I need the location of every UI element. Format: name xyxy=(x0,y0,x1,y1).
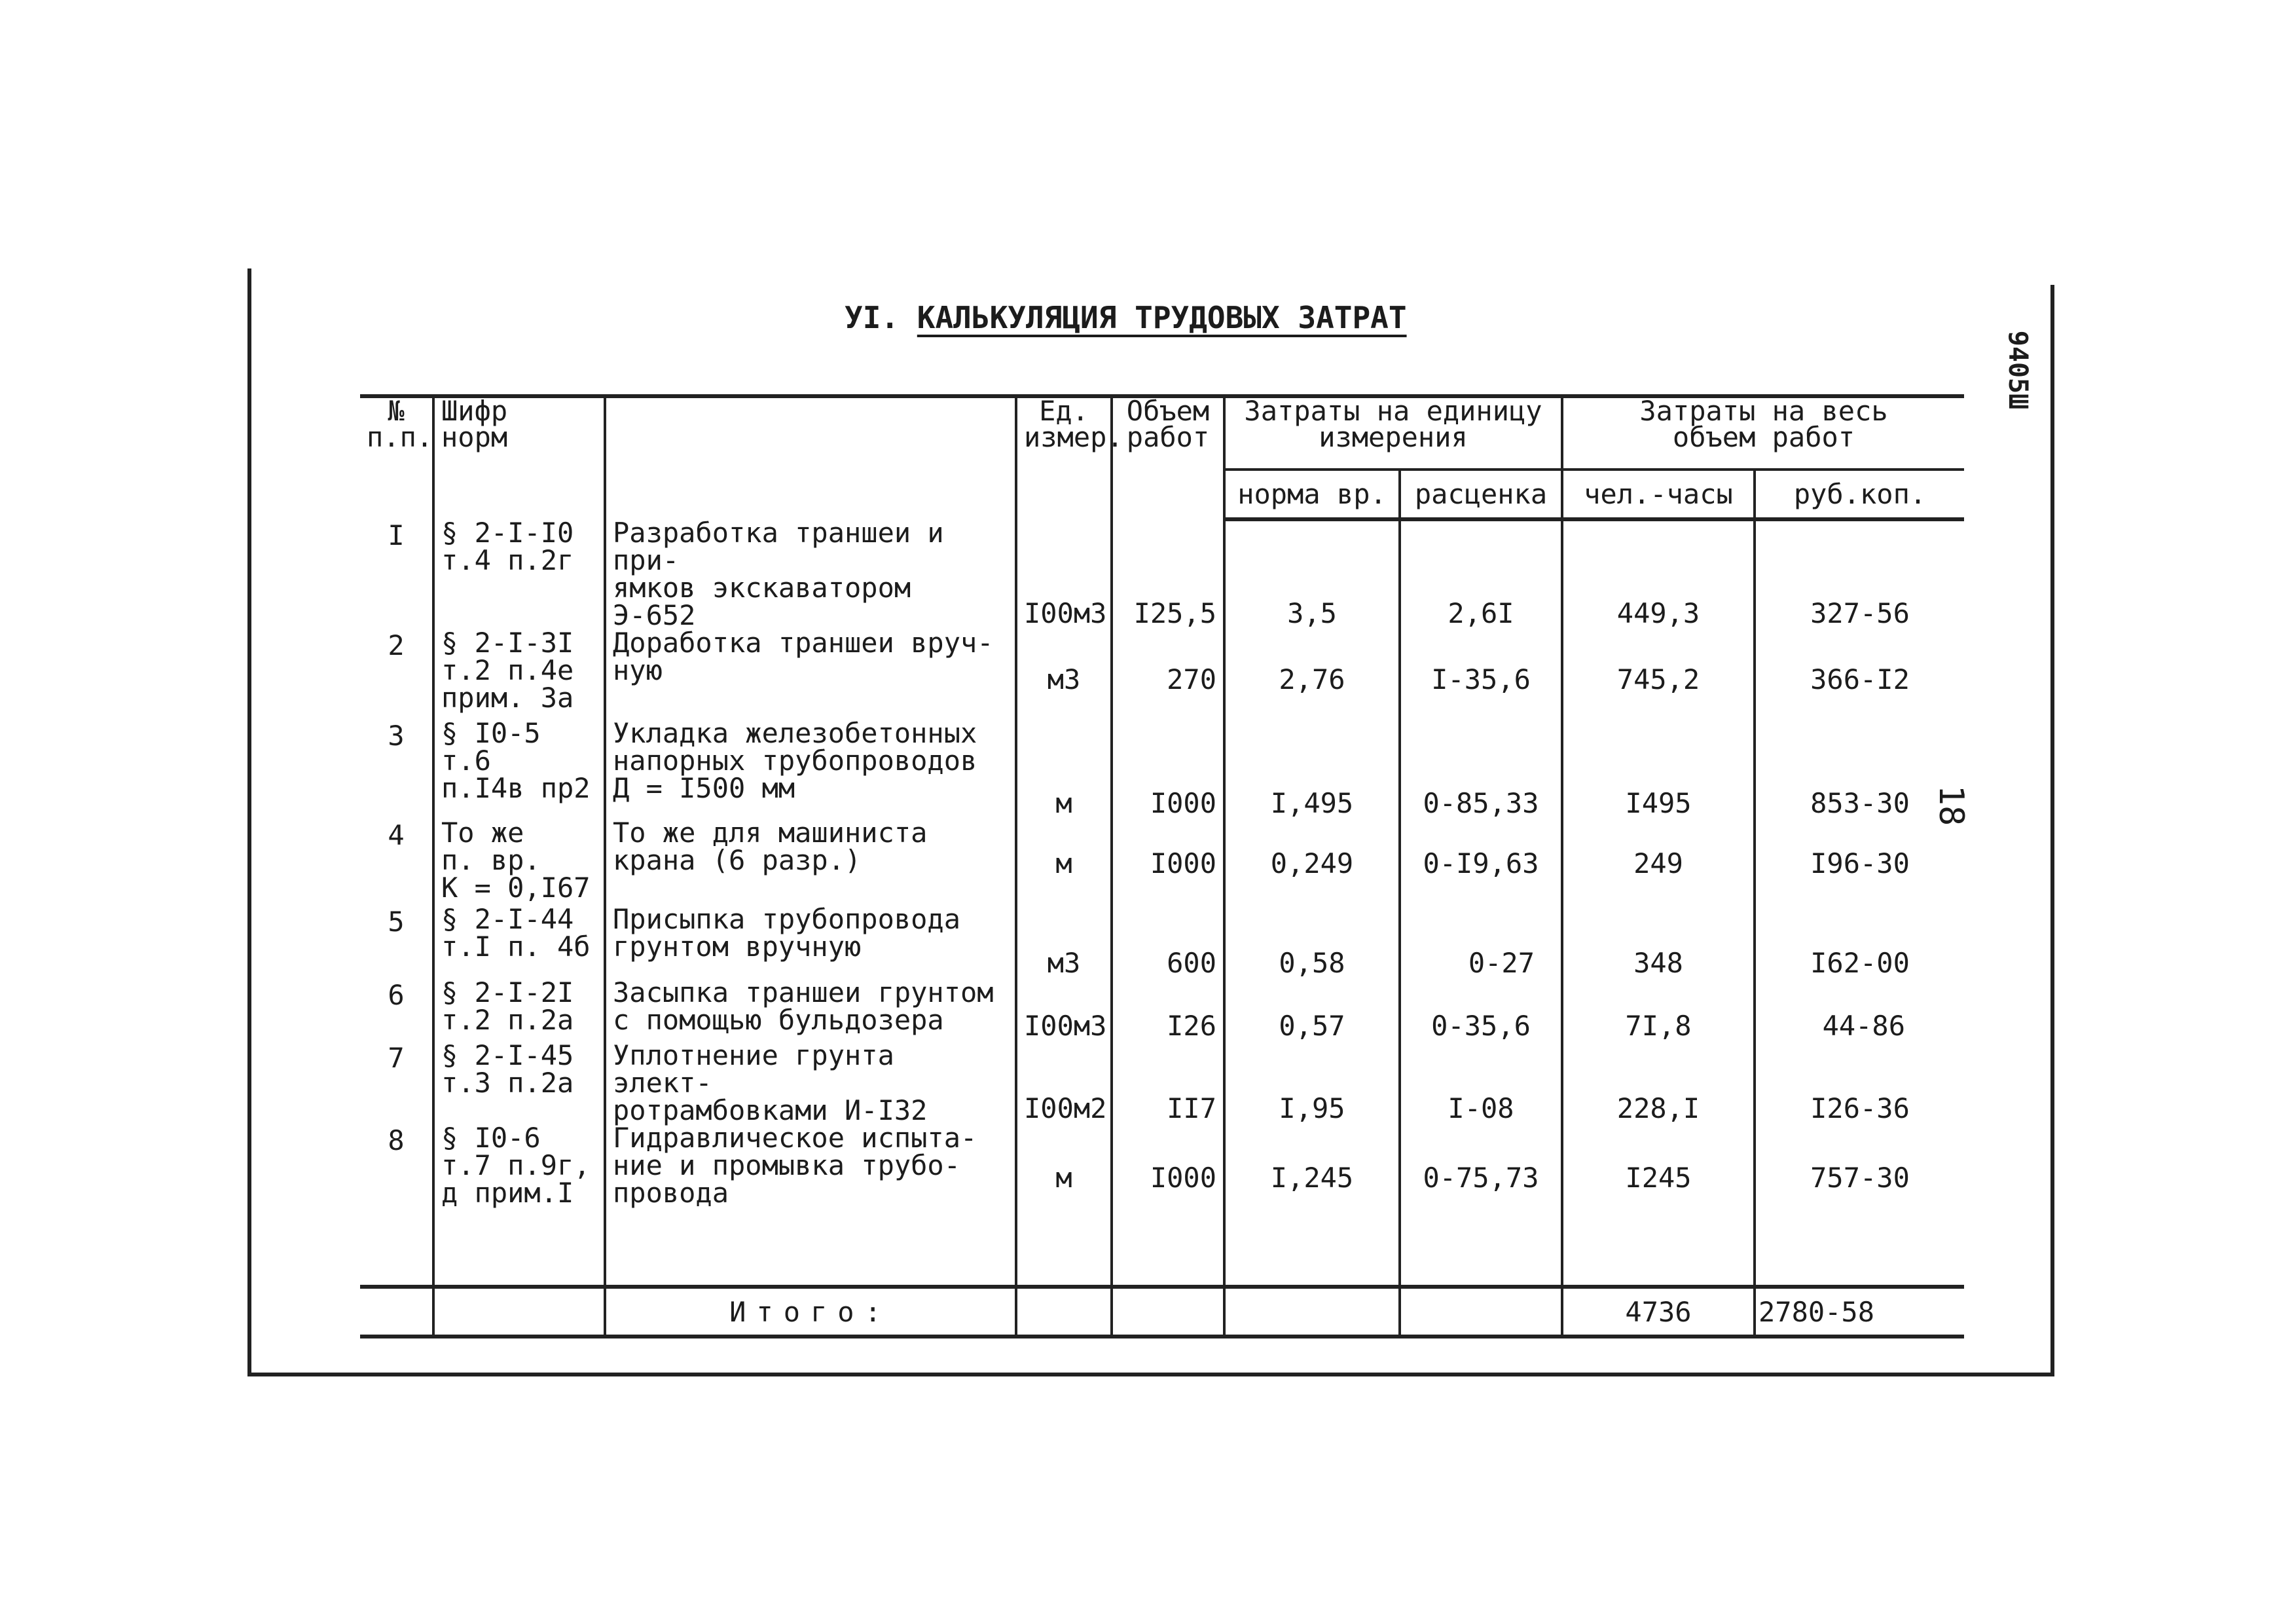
row-volume: 270 xyxy=(1112,629,1224,720)
row-code: § 2-I-2I т.2 п.2а xyxy=(433,979,605,1042)
header-man-hours: чел.-часы xyxy=(1562,470,1755,519)
row-num: 6 xyxy=(388,979,405,1011)
document-id: 9405Ш xyxy=(2003,330,2033,410)
row-code: То же п. вр. К = 0,I67 xyxy=(433,819,605,906)
row-man-hours: 745,2 xyxy=(1562,629,1755,720)
table-spacer-row xyxy=(360,1236,1964,1287)
row-man-hours: 449,3 xyxy=(1562,519,1755,629)
row-num: 4 xyxy=(388,819,405,851)
row-man-hours: 228,I xyxy=(1562,1042,1755,1124)
labor-cost-table xyxy=(360,394,1964,1338)
row-rate: 0-75,73 xyxy=(1400,1124,1562,1236)
total-empty-cell xyxy=(1112,1287,1224,1337)
row-volume: I25,5 xyxy=(1112,519,1224,629)
row-unit: I00м3 xyxy=(1016,519,1112,629)
page-frame-bottom xyxy=(247,1373,2054,1376)
row-norm-time: I,95 xyxy=(1224,1042,1400,1124)
section-number: УI. xyxy=(845,300,900,335)
header-code-text: Шифр норм xyxy=(441,395,508,453)
row-code: § I0-5 т.6 п.I4в пр2 xyxy=(433,720,605,819)
total-empty-cell xyxy=(433,1287,605,1337)
row-rate: 0-35,6 xyxy=(1400,979,1562,1042)
page-frame-left xyxy=(247,268,251,1376)
row-name: То же для машиниста крана (6 разр.) xyxy=(605,819,1016,906)
row-unit: I00м2 xyxy=(1016,1042,1112,1124)
total-empty-cell xyxy=(1400,1287,1562,1337)
row-code: § 2-I-3I т.2 п.4е прим. 3а xyxy=(433,629,605,720)
header-num xyxy=(360,396,433,519)
row-norm-time: 0,249 xyxy=(1224,819,1400,906)
header-volume-text: Объем работ xyxy=(1126,395,1210,453)
header-num-text: № п.п. xyxy=(367,395,433,453)
header-rub-kop: руб.коп. xyxy=(1755,470,1964,519)
row-norm-time: I,245 xyxy=(1224,1124,1400,1236)
row-num: 3 xyxy=(388,720,405,752)
row-code: § 2-I-44 т.I п. 4б xyxy=(433,906,605,979)
row-rate: 0-27 xyxy=(1400,906,1562,979)
table-row xyxy=(360,629,1964,720)
row-man-hours: 7I,8 xyxy=(1562,979,1755,1042)
total-empty-cell xyxy=(1016,1287,1112,1337)
row-name: Доработка траншеи вруч- ную xyxy=(605,629,1016,720)
row-rate: I-35,6 xyxy=(1400,629,1562,720)
row-code: § 2-I-45 т.3 п.2а xyxy=(433,1042,605,1124)
row-name: Укладка железобетонных напорных трубопроводов Д = I500 мм xyxy=(605,720,1016,819)
row-volume: I000 xyxy=(1112,819,1224,906)
table-row xyxy=(360,819,1964,906)
row-num: 2 xyxy=(388,629,405,661)
row-norm-time: I,495 xyxy=(1224,720,1400,819)
row-name: Гидравлическое испыта- ние и промывка трубо- провода xyxy=(605,1124,1016,1236)
row-rate: I-08 xyxy=(1400,1042,1562,1124)
row-norm-time: 3,5 xyxy=(1224,519,1400,629)
row-norm-time: 2,76 xyxy=(1224,629,1400,720)
total-label: Итого: xyxy=(605,1287,1016,1337)
row-rate: 0-I9,63 xyxy=(1400,819,1562,906)
row-unit: I00м3 xyxy=(1016,979,1112,1042)
header-unit xyxy=(1016,395,1123,519)
row-name: Уплотнение грунта элект- ротрамбовками И-I32 xyxy=(605,1042,1016,1124)
row-cost: 366-I2 xyxy=(1755,629,1964,720)
table-row xyxy=(360,906,1964,979)
section-title: КАЛЬКУЛЯЦИЯ ТРУДОВЫХ ЗАТРАТ xyxy=(917,300,1407,335)
row-cost: 853-30 xyxy=(1755,720,1964,819)
table-row xyxy=(360,1124,1964,1236)
row-cost: 327-56 xyxy=(1755,519,1964,629)
row-unit: м xyxy=(1016,1124,1112,1236)
row-volume: I26 xyxy=(1112,979,1224,1042)
page-title xyxy=(845,300,1407,335)
row-volume: II7 xyxy=(1112,1042,1224,1124)
row-norm-time: 0,58 xyxy=(1224,906,1400,979)
total-man-hours: 4736 xyxy=(1562,1287,1755,1337)
row-unit: м xyxy=(1016,819,1112,906)
row-volume: I000 xyxy=(1112,720,1224,819)
row-num: 8 xyxy=(388,1124,405,1156)
table-row xyxy=(360,519,1964,629)
row-rate: 0-85,33 xyxy=(1400,720,1562,819)
row-unit: м xyxy=(1016,720,1112,819)
header-per-total xyxy=(1562,396,1964,470)
row-name: Присыпка трубопровода грунтом вручную xyxy=(605,906,1016,979)
header-per-unit-text: Затраты на единицу измерения xyxy=(1244,395,1542,453)
total-empty-cell xyxy=(1224,1287,1400,1337)
row-man-hours: 348 xyxy=(1562,906,1755,979)
header-rate: расценка xyxy=(1400,470,1562,519)
row-man-hours: I245 xyxy=(1562,1124,1755,1236)
page-number: 18 xyxy=(1931,784,1971,826)
row-man-hours: 249 xyxy=(1562,819,1755,906)
row-code: § I0-6 т.7 п.9г, д прим.I xyxy=(433,1124,605,1236)
total-cost: 2780-58 xyxy=(1755,1287,1964,1337)
row-num: I xyxy=(388,519,405,551)
header-unit-text: Ед. измер. xyxy=(1024,395,1123,453)
row-cost: 757-30 xyxy=(1755,1124,1964,1236)
row-code: § 2-I-I0 т.4 п.2г xyxy=(433,519,605,629)
total-row xyxy=(360,1287,1964,1337)
table-row xyxy=(360,979,1964,1042)
header-per-unit xyxy=(1224,396,1562,470)
row-cost: 44-86 xyxy=(1755,979,1964,1042)
row-name: Разработка траншеи и при- ямков экскаватором Э-652 xyxy=(605,519,1016,629)
table-row xyxy=(360,720,1964,819)
row-num: 7 xyxy=(388,1042,405,1074)
row-norm-time: 0,57 xyxy=(1224,979,1400,1042)
header-per-total-text: Затраты на весь объем работ xyxy=(1639,395,1888,453)
table-row xyxy=(360,1042,1964,1124)
row-volume: 600 xyxy=(1112,906,1224,979)
header-volume xyxy=(1112,396,1224,519)
row-cost: I26-36 xyxy=(1755,1042,1964,1124)
page-frame-right xyxy=(2050,285,2054,1376)
row-unit: м3 xyxy=(1016,906,1112,979)
row-rate: 2,6I xyxy=(1400,519,1562,629)
row-man-hours: I495 xyxy=(1562,720,1755,819)
row-volume: I000 xyxy=(1112,1124,1224,1236)
row-cost: I96-30 xyxy=(1755,819,1964,906)
header-code xyxy=(433,396,605,519)
row-name: Засыпка траншеи грунтом с помощью бульдозера xyxy=(605,979,1016,1042)
total-empty-cell xyxy=(360,1287,433,1337)
row-num: 5 xyxy=(388,906,405,938)
row-cost: I62-00 xyxy=(1755,906,1964,979)
row-unit: м3 xyxy=(1016,629,1112,720)
header-name xyxy=(605,396,1016,519)
header-norm-time: норма вр. xyxy=(1224,470,1400,519)
